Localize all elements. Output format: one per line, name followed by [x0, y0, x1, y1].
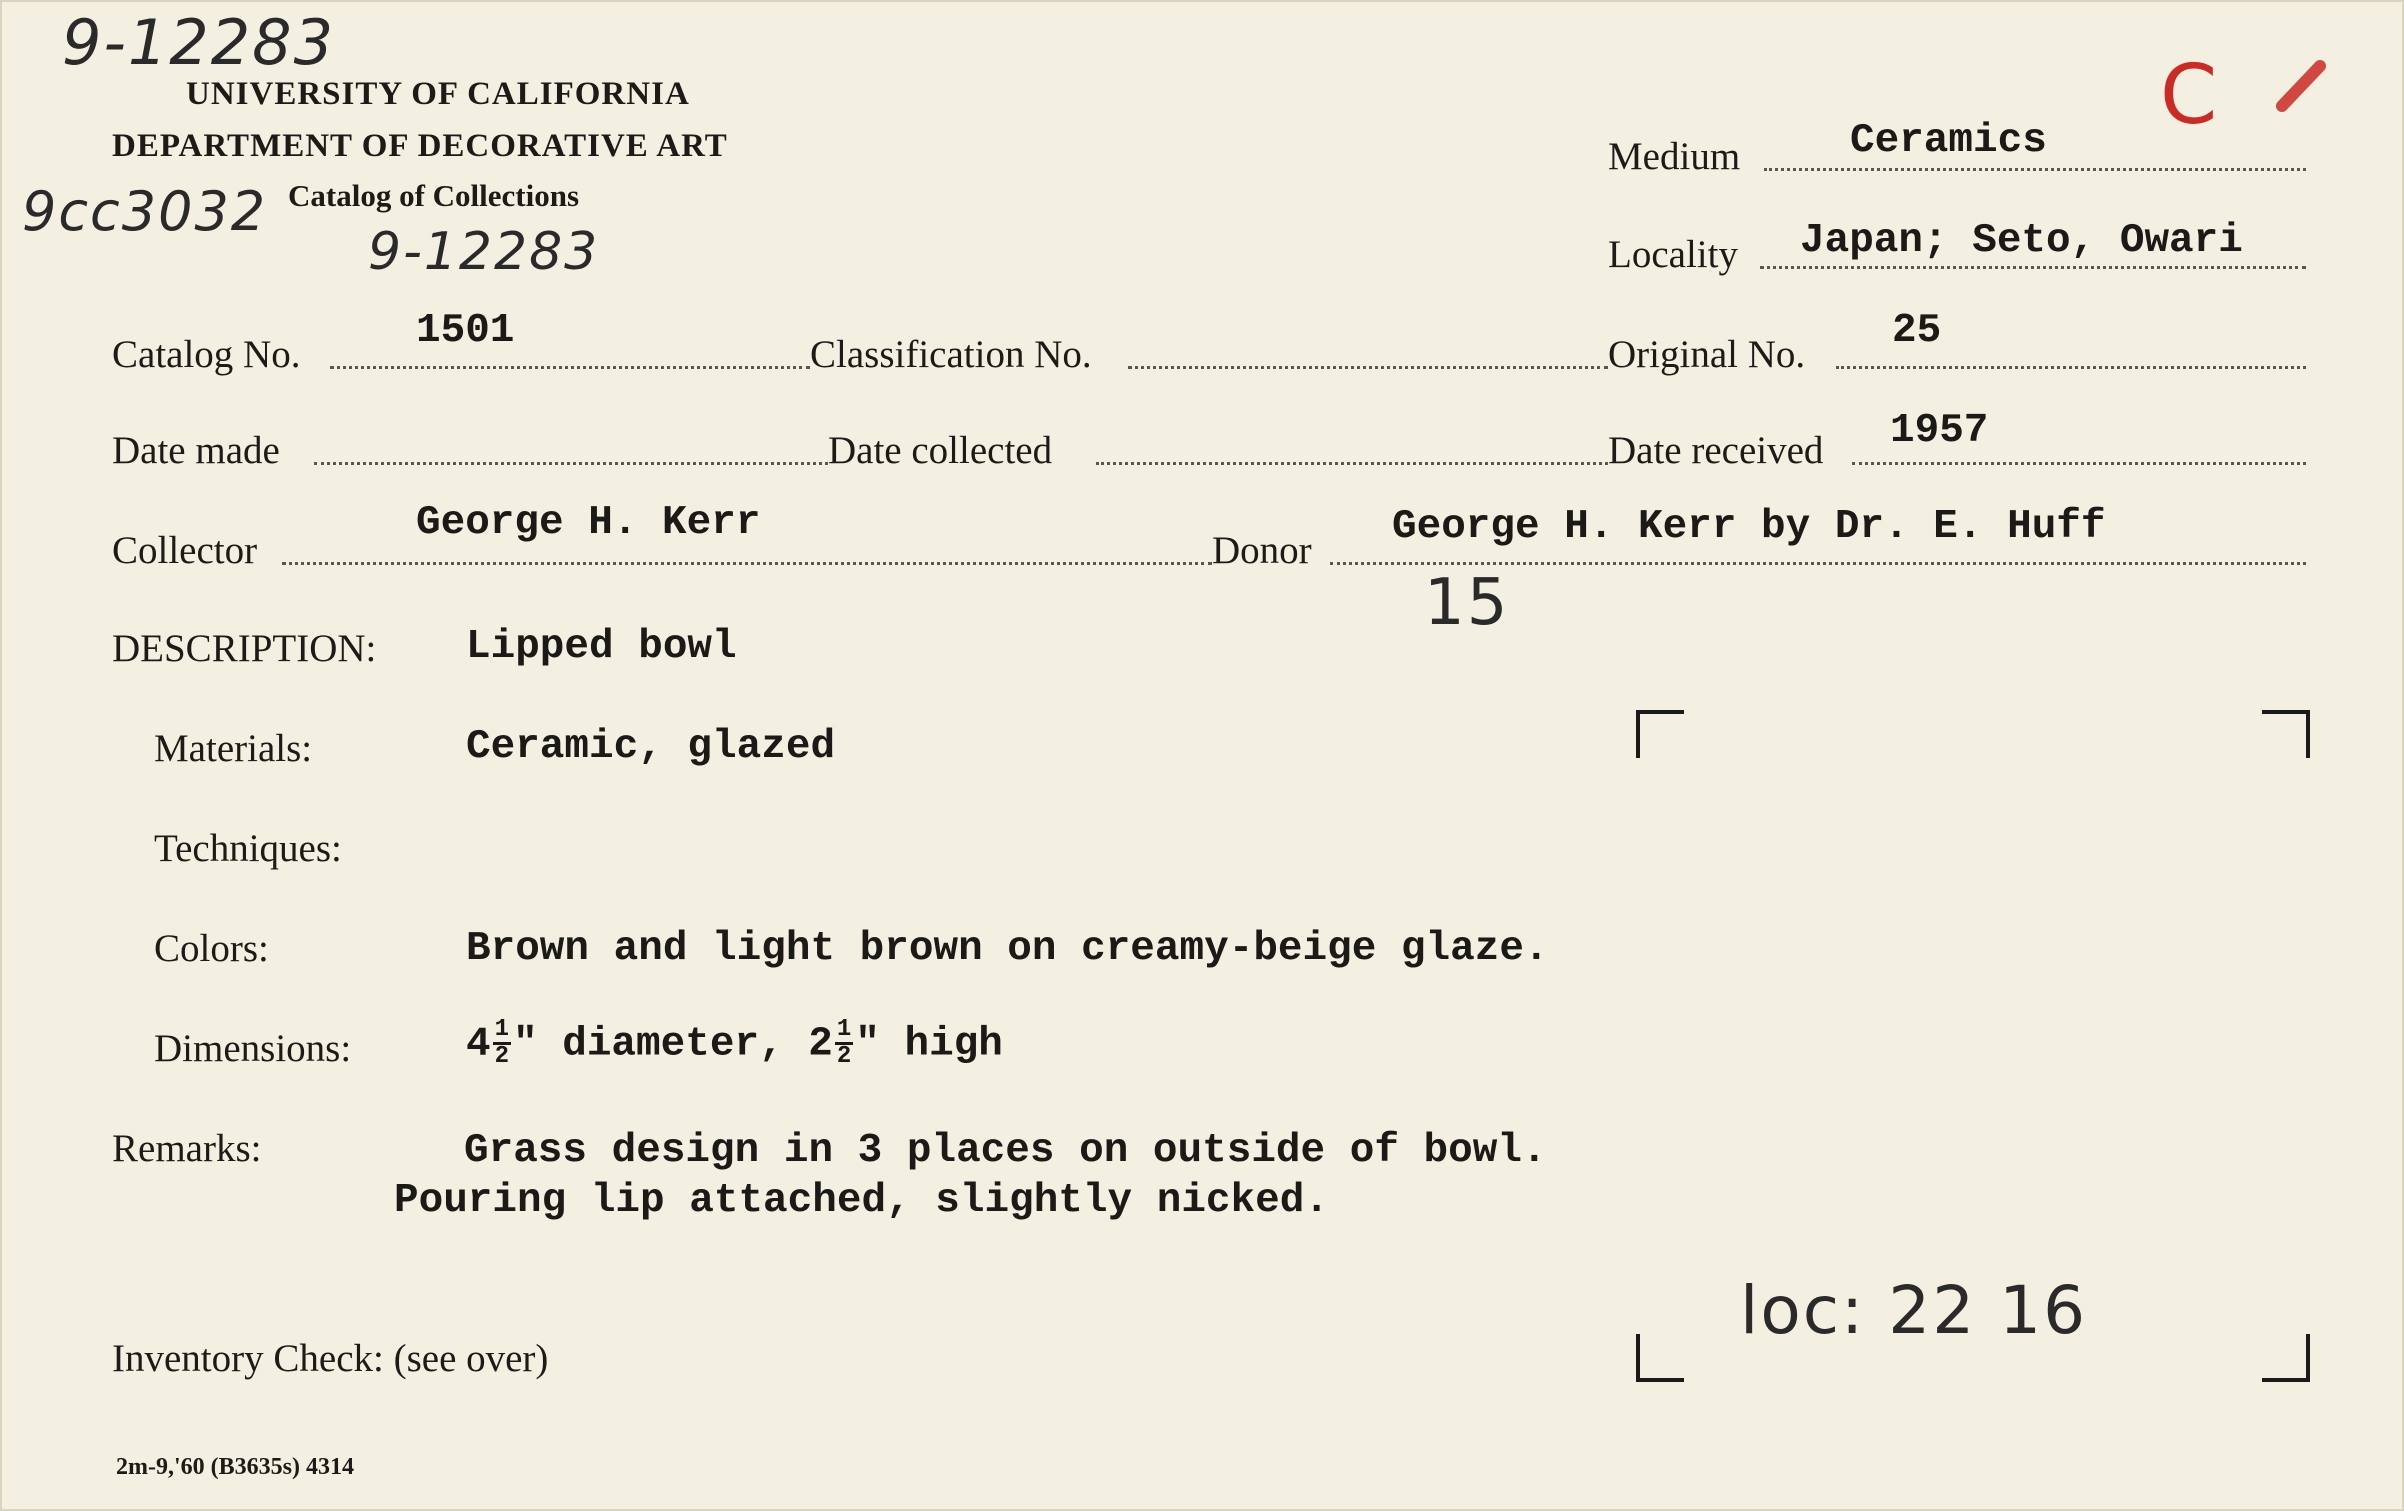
medium-value: Ceramics: [1850, 118, 2047, 164]
corner-mark-top-right: [2262, 710, 2310, 758]
collector-line: [282, 562, 1212, 565]
collector-label: Collector: [112, 529, 258, 572]
header-catalog: Catalog of Collections: [288, 178, 580, 213]
dimension-height-text: " high: [855, 1021, 1003, 1068]
donor-value: George H. Kerr by Dr. E. Huff: [1392, 504, 2106, 550]
corner-mark-bottom-left: [1636, 1334, 1684, 1382]
date-made-line: [314, 462, 828, 465]
left-handwritten-number: 9cc3032: [22, 180, 268, 243]
date-received-value: 1957: [1890, 408, 1989, 454]
donor-handwritten-note: 15: [1424, 566, 1510, 640]
original-no-line: [1836, 366, 2306, 369]
locality-label: Locality: [1608, 233, 1738, 276]
date-received-label: Date received: [1608, 429, 1824, 472]
location-handwritten-note: loc: 22 16: [1740, 1272, 2088, 1349]
classification-no-line: [1128, 366, 1608, 369]
date-made-label: Date made: [112, 429, 280, 472]
remarks-line-1: Grass design in 3 places on outside of bowl.: [464, 1128, 1547, 1174]
original-no-label: Original No.: [1608, 333, 1806, 376]
remarks-label: Remarks:: [112, 1127, 262, 1170]
colors-label: Colors:: [154, 927, 269, 970]
locality-line: [1760, 266, 2306, 269]
dimensions-value: [466, 1018, 1003, 1069]
techniques-label: Techniques:: [154, 827, 342, 870]
materials-value: Ceramic, glazed: [466, 724, 836, 770]
materials-label: Materials:: [154, 727, 313, 770]
corner-mark-top-left: [1636, 710, 1684, 758]
medium-label: Medium: [1608, 135, 1741, 178]
header-department: DEPARTMENT OF DECORATIVE ART: [112, 128, 728, 164]
original-no-value: 25: [1892, 308, 1942, 354]
dimension-diameter-fraction: $\frac{1}{2}$: [494, 1016, 510, 1070]
red-letter-mark: C: [2160, 48, 2220, 143]
colors-value: Brown and light brown on creamy-beige glaze.: [466, 926, 1549, 972]
date-collected-line: [1096, 462, 1608, 465]
corner-mark-bottom-right: [2262, 1334, 2310, 1382]
description-value: Lipped bowl: [466, 624, 737, 670]
donor-line: [1330, 562, 2306, 565]
donor-label: Donor: [1212, 529, 1312, 572]
catalog-no-label: Catalog No.: [112, 333, 301, 376]
locality-value: Japan; Seto, Owari: [1800, 218, 2243, 264]
red-pencil-mark: [2272, 56, 2332, 116]
catalog-no-value: 1501: [416, 308, 515, 354]
dimension-height-fraction: $\frac{1}{2}$: [836, 1016, 852, 1070]
top-handwritten-number: 9-12283: [62, 6, 336, 79]
dimension-height-whole: 2: [808, 1021, 833, 1068]
date-collected-label: Date collected: [828, 429, 1053, 472]
dimension-diameter-whole: 4: [466, 1021, 491, 1068]
catalog-no-line: [330, 366, 810, 369]
collector-value: George H. Kerr: [416, 500, 761, 546]
mid-handwritten-number: 9-12283: [368, 222, 600, 282]
date-received-line: [1852, 462, 2306, 465]
medium-line: [1764, 168, 2306, 171]
description-label: DESCRIPTION:: [112, 627, 377, 670]
remarks-line-2: Pouring lip attached, slightly nicked.: [394, 1178, 1329, 1224]
footer-print-code: 2m-9,'60 (B3635s) 4314: [116, 1454, 354, 1480]
inventory-check: Inventory Check: (see over): [112, 1337, 549, 1380]
dimensions-label: Dimensions:: [154, 1027, 352, 1070]
dimension-diameter-text: " diameter,: [513, 1021, 809, 1068]
header-university: UNIVERSITY OF CALIFORNIA: [186, 76, 690, 112]
classification-no-label: Classification No.: [810, 333, 1092, 376]
